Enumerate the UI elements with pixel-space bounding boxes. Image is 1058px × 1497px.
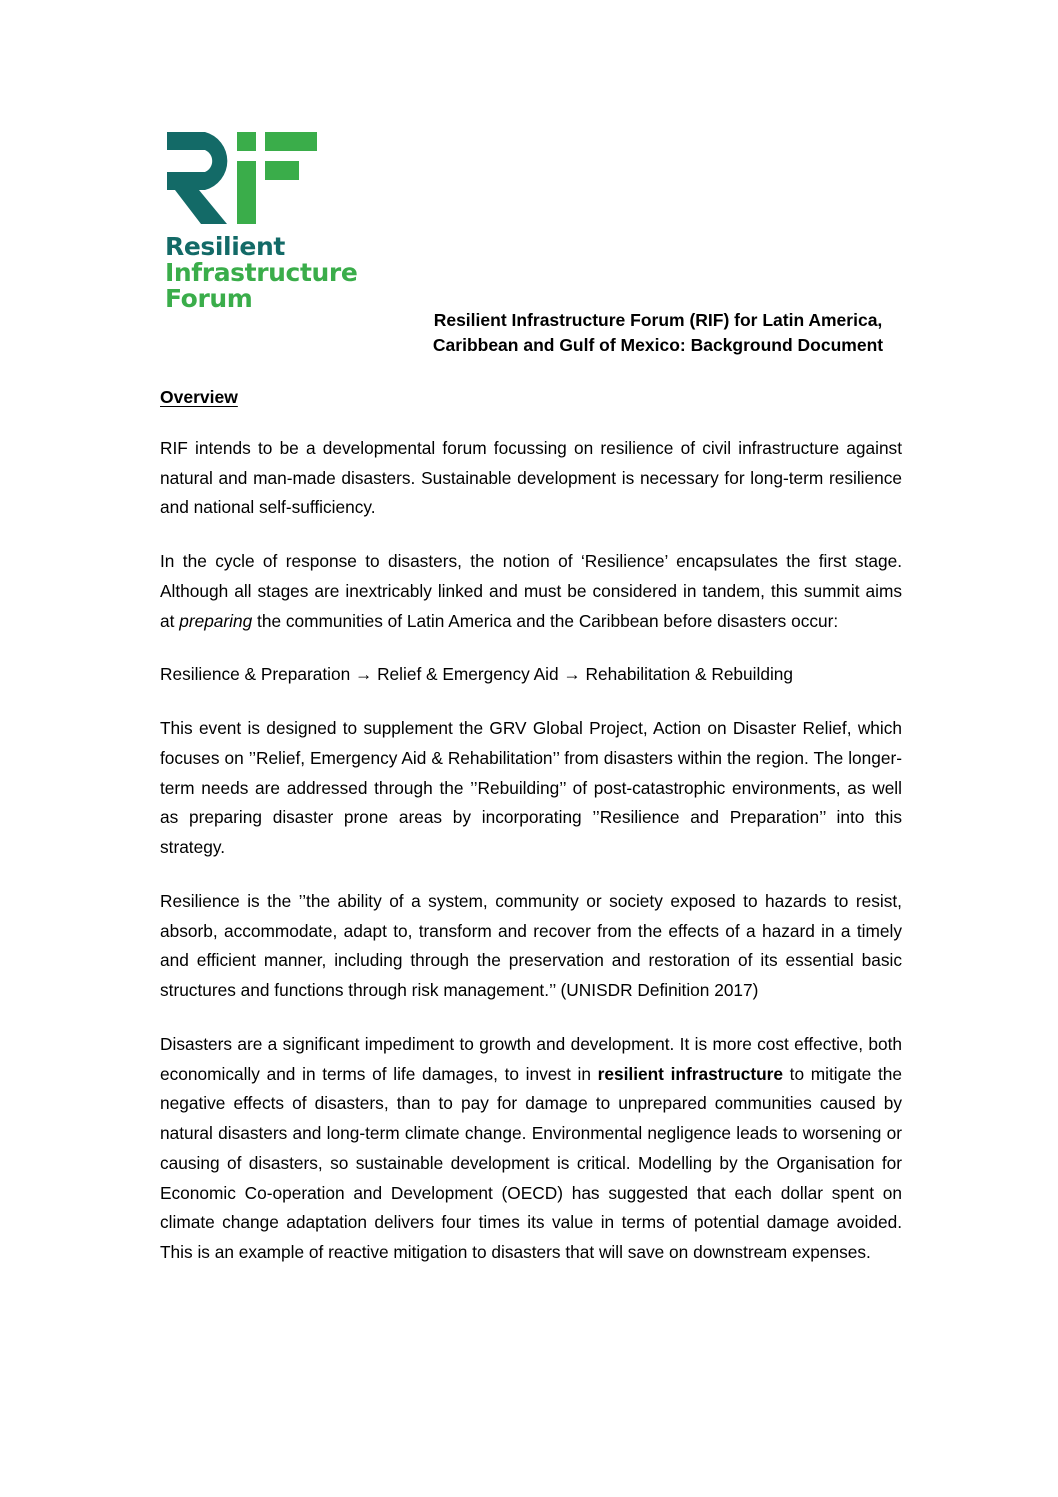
section-heading-overview: Overview (160, 387, 238, 407)
paragraph-disasters-part1: Disasters are a significant impediment to growth and development. It is more cost effective, both economically and in terms of life damages, to invest in (160, 1033, 902, 1084)
rif-monogram-icon (165, 128, 325, 228)
rif-logo (165, 128, 365, 313)
document-body (160, 386, 902, 1268)
wordmark-line-infrastructure: Infrastructure (165, 257, 358, 287)
document-title-line-1: Resilient Infrastructure Forum (RIF) for Latin America, (433, 310, 883, 330)
rif-logo-mark (165, 128, 325, 228)
paragraph-disasters-part2: to mitigate the negative effects of disasters, than to pay for damage to unprepared communities caused by natural disasters and long-term climate change. Environmental negligence leads to worsening or causing of disasters, so sustainable development is critical. Modelling by the Organisation for Economic Co-operation and Development (OECD) has suggested that each dollar spent on climate change adaptation delivers four times its value in terms of potential damage avoided. This is an example of reactive mitigation to disasters that will save on downstream expenses. (160, 1063, 902, 1262)
paragraph-grv-global-project: This event is designed to supplement the GRV Global Project, Action on Disaster Relief, which focuses on ’’Relief, Emergency Aid & Rehabilitation’’ from disasters within the region. The longer-term needs are addressed through the ’’Rebuilding’’ of post-catastrophic environments, as well as preparing disaster prone areas by incorporating ’’Resilience and Preparation’’ into this strategy. (160, 718, 902, 857)
document-title (408, 308, 908, 358)
paragraph-disasters-impediment (160, 1030, 902, 1268)
document-title-line-2: Caribbean and Gulf of Mexico: Background Document (432, 334, 884, 355)
paragraph-intro: RIF intends to be a developmental forum focussing on resilience of civil infrastructure against natural and man-made disasters. Sustainable development is necessary for long-term resilience and national self-sufficiency. (160, 437, 902, 518)
rif-wordmark (165, 234, 365, 311)
process-chain-line: Resilience & Preparation → Relief & Emergency Aid → Rehabilitation & Rebuilding (160, 664, 794, 685)
emphasis-preparing: preparing (179, 610, 253, 631)
paragraph-response-cycle-part1: In the cycle of response to disasters, the notion of ‘Resilience’ encapsulates the first stage. Although all stages are inextricably linked and must be considered in tandem, this summit aims at (160, 551, 902, 631)
wordmark-line-resilient: Resilient (165, 232, 285, 261)
paragraph-response-cycle-part2: the communities of Latin America and the Caribbean before disasters occur: (252, 610, 839, 631)
emphasis-resilient-infrastructure: resilient infrastructure (597, 1063, 783, 1084)
paragraph-response-cycle (160, 547, 902, 636)
paragraph-resilience-definition: Resilience is the ’’the ability of a system, community or society exposed to hazards to resist, absorb, accommodate, adapt to, transform and recover from the effects of a hazard in a timely and efficient manner, including through the preservation and restoration of its essential basic structures and functions through risk management.’’ (UNISDR Definition 2017) (160, 890, 902, 1000)
wordmark-line-forum: Forum (165, 283, 253, 313)
